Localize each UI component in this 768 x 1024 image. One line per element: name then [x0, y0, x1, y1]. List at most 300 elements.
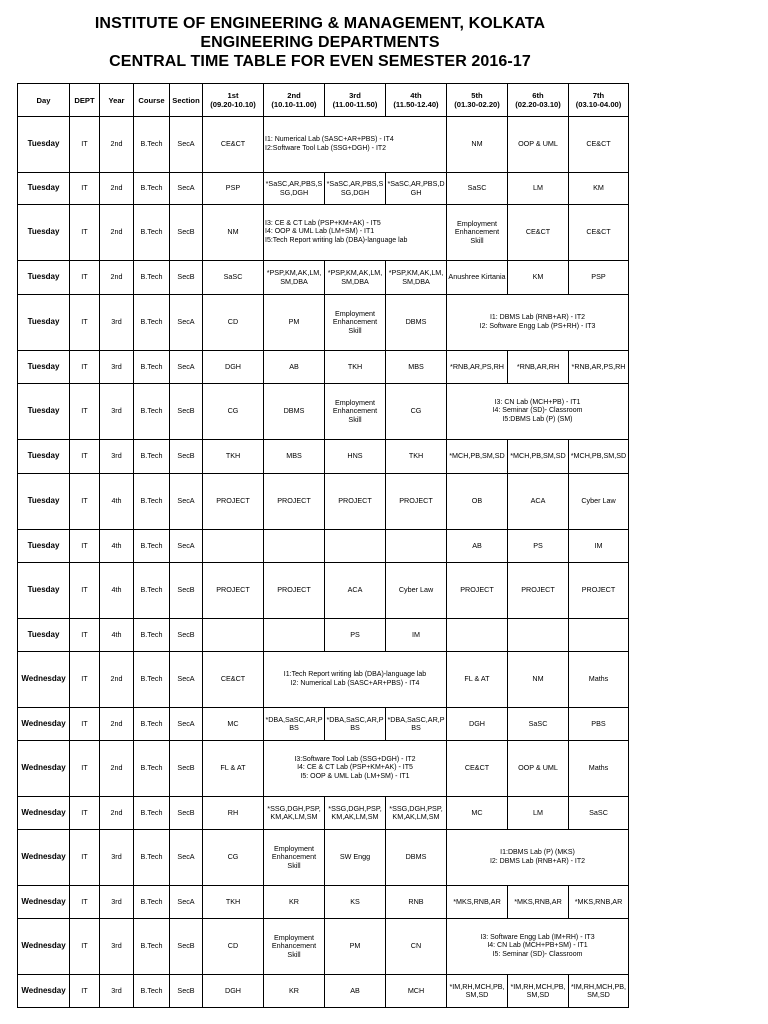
cell-text: *MKS,RNB,AR	[514, 896, 562, 906]
table-row	[18, 830, 629, 886]
period-cell	[447, 474, 508, 530]
period-name: 3rd	[349, 91, 361, 100]
period-name: 7th	[592, 91, 605, 100]
cell-text: TKH	[225, 451, 241, 461]
cell-text: PM	[349, 941, 361, 951]
department-title: ENGINEERING DEPARTMENTS	[200, 34, 440, 51]
year-cell: 3rd	[100, 295, 134, 351]
period-cell	[508, 886, 569, 919]
period-time: (09.20-10.10)	[210, 100, 256, 109]
year-cell: 4th	[100, 563, 134, 619]
cell-text: CE&CT	[586, 227, 611, 237]
cell-text: *MCH,PB,SM,SD	[449, 451, 505, 461]
section-cell: SecB	[170, 797, 203, 830]
period-cell	[386, 975, 447, 1008]
period-cell	[508, 975, 569, 1008]
period-cell	[203, 351, 264, 384]
cell-text: PSP	[591, 272, 606, 282]
cell-text: *SSG,DGH,PSP,KM,AK,LM,SM	[267, 803, 321, 821]
period-cell	[508, 741, 569, 797]
cell-text: PM	[288, 317, 300, 327]
course-cell: B.Tech	[134, 173, 170, 205]
section-cell: SecA	[170, 295, 203, 351]
header-period-6	[508, 84, 569, 117]
table-row	[18, 886, 629, 919]
course-cell: B.Tech	[134, 205, 170, 261]
cell-text: IM	[412, 629, 420, 639]
period-cell	[203, 886, 264, 919]
timetable	[17, 83, 629, 1008]
period-name: 4th	[410, 91, 422, 100]
day-cell: Tuesday	[18, 384, 70, 440]
day-cell: Tuesday	[18, 173, 70, 205]
lab-session-cell	[447, 919, 629, 975]
period-cell	[203, 117, 264, 173]
dept-cell: IT	[70, 975, 100, 1008]
day-cell: Wednesday	[18, 830, 70, 886]
cell-text: *IM,RH,MCH,PB,SM,SD	[449, 981, 505, 999]
header-day: Day	[18, 84, 70, 117]
period-cell	[447, 530, 508, 563]
table-row	[18, 205, 629, 261]
table-row	[18, 975, 629, 1008]
cell-text: *PSP,KM,AK,LM,SM,DBA	[388, 268, 444, 286]
course-cell: B.Tech	[134, 708, 170, 741]
period-cell	[569, 652, 629, 708]
period-cell	[325, 797, 386, 830]
period-cell	[569, 474, 629, 530]
period-cell	[569, 205, 629, 261]
dept-cell: IT	[70, 741, 100, 797]
section-cell: SecA	[170, 351, 203, 384]
period-cell	[386, 530, 447, 563]
period-cell	[386, 563, 447, 619]
period-cell	[325, 830, 386, 886]
cell-text: MC	[471, 807, 483, 817]
cell-text: DGH	[225, 985, 241, 995]
cell-text: KS	[350, 896, 360, 906]
cell-text: I3: Software Engg Lab (IM+RH) - IT3 I4: CN Lab (MCH+PB+SM) - IT1 I5: Seminar (SD)- Classroom	[480, 933, 595, 958]
table-row	[18, 474, 629, 530]
period-cell	[325, 886, 386, 919]
period-cell	[264, 530, 325, 563]
cell-text: *DBA,SaSC,AR,PBS	[265, 714, 323, 732]
table-row	[18, 117, 629, 173]
table-row	[18, 741, 629, 797]
cell-text: *SSG,DGH,PSP,KM,AK,LM,SM	[389, 803, 443, 821]
period-cell	[203, 563, 264, 619]
cell-text: PS	[533, 540, 543, 550]
section-cell: SecB	[170, 563, 203, 619]
header-period-2	[264, 84, 325, 117]
lab-session-cell	[447, 384, 629, 440]
cell-text: *IM,RH,MCH,PB,SM,SD	[570, 981, 627, 999]
course-cell: B.Tech	[134, 619, 170, 652]
cell-text: MBS	[408, 361, 424, 371]
cell-text: SW Engg	[339, 852, 371, 862]
cell-text: PROJECT	[399, 496, 433, 506]
period-cell	[203, 474, 264, 530]
period-cell	[203, 975, 264, 1008]
cell-text: KR	[289, 985, 299, 995]
cell-text: MBS	[286, 451, 302, 461]
year-cell: 2nd	[100, 741, 134, 797]
course-cell: B.Tech	[134, 797, 170, 830]
period-cell	[203, 173, 264, 205]
cell-text: PROJECT	[521, 585, 555, 595]
cell-text: I1:DBMS Lab (P) (MKS) I2: DBMS Lab (RNB+AR) - IT2	[489, 848, 586, 865]
period-cell	[325, 261, 386, 295]
period-cell	[264, 474, 325, 530]
header-year: Year	[100, 84, 134, 117]
period-cell	[264, 351, 325, 384]
period-cell	[447, 563, 508, 619]
cell-text: NM	[471, 139, 483, 149]
cell-text: CG	[410, 406, 422, 416]
cell-text: MC	[227, 718, 239, 728]
period-cell	[569, 440, 629, 474]
table-row	[18, 261, 629, 295]
cell-text: PROJECT	[338, 496, 372, 506]
period-cell	[447, 261, 508, 295]
section-cell: SecA	[170, 830, 203, 886]
lab-session-cell	[264, 741, 447, 797]
period-cell	[203, 830, 264, 886]
section-cell: SecA	[170, 708, 203, 741]
period-cell	[325, 530, 386, 563]
cell-text: SaSC	[589, 807, 608, 817]
document-header	[0, 14, 640, 71]
day-cell: Wednesday	[18, 708, 70, 741]
cell-text: KM	[593, 183, 604, 193]
period-cell	[508, 117, 569, 173]
cell-text: CG	[227, 852, 239, 862]
period-cell	[264, 173, 325, 205]
cell-text: *PSP,KM,AK,LM,SM,DBA	[266, 268, 322, 286]
year-cell: 2nd	[100, 652, 134, 708]
period-cell	[569, 741, 629, 797]
year-cell: 2nd	[100, 173, 134, 205]
cell-text: CE&CT	[220, 139, 246, 149]
cell-text: OB	[471, 496, 483, 506]
lab-session-cell	[447, 830, 629, 886]
table-row	[18, 919, 629, 975]
period-cell	[386, 474, 447, 530]
header-dept: DEPT	[70, 84, 100, 117]
day-cell: Tuesday	[18, 261, 70, 295]
cell-text: ACA	[530, 496, 546, 506]
cell-text: KR	[289, 896, 299, 906]
period-cell	[508, 619, 569, 652]
cell-text: DGH	[469, 718, 485, 728]
year-cell: 3rd	[100, 351, 134, 384]
period-cell	[508, 205, 569, 261]
dept-cell: IT	[70, 708, 100, 741]
dept-cell: IT	[70, 474, 100, 530]
cell-text: *DBA,SaSC,AR,PBS	[326, 714, 384, 732]
period-cell	[447, 619, 508, 652]
cell-text: DGH	[225, 361, 241, 371]
cell-text: SaSC	[223, 272, 243, 282]
period-cell	[386, 173, 447, 205]
cell-text: PROJECT	[216, 585, 250, 595]
period-cell	[447, 797, 508, 830]
dept-cell: IT	[70, 919, 100, 975]
period-cell	[325, 474, 386, 530]
lab-session-cell	[264, 652, 447, 708]
period-cell	[447, 975, 508, 1008]
year-cell: 3rd	[100, 975, 134, 1008]
header-period-3	[325, 84, 386, 117]
year-cell: 2nd	[100, 261, 134, 295]
course-cell: B.Tech	[134, 975, 170, 1008]
header-course: Course	[134, 84, 170, 117]
course-cell: B.Tech	[134, 741, 170, 797]
year-cell: 3rd	[100, 830, 134, 886]
period-cell	[447, 886, 508, 919]
day-cell: Tuesday	[18, 205, 70, 261]
cell-text: SaSC	[528, 718, 548, 728]
header-section: Section	[170, 84, 203, 117]
period-cell	[264, 295, 325, 351]
day-cell: Tuesday	[18, 563, 70, 619]
section-cell: SecA	[170, 173, 203, 205]
period-cell	[203, 619, 264, 652]
period-cell	[508, 351, 569, 384]
year-cell: 3rd	[100, 886, 134, 919]
table-row	[18, 440, 629, 474]
period-cell	[203, 295, 264, 351]
institute-title: INSTITUTE OF ENGINEERING & MANAGEMENT, KOLKATA	[94, 15, 546, 32]
day-cell: Wednesday	[18, 886, 70, 919]
period-cell	[264, 384, 325, 440]
year-cell: 3rd	[100, 384, 134, 440]
cell-text: *SaSC,AR,PBS,SSG,DGH	[326, 179, 384, 197]
cell-text: TKH	[347, 361, 363, 371]
dept-cell: IT	[70, 530, 100, 563]
period-cell	[447, 173, 508, 205]
period-cell	[325, 563, 386, 619]
period-cell	[203, 652, 264, 708]
period-cell	[508, 530, 569, 563]
cell-text: SaSC	[467, 183, 487, 193]
cell-text: I1: DBMS Lab (RNB+AR) - IT2 I2: Software Engg Lab (PS+RH) - IT3	[479, 313, 596, 330]
period-cell	[264, 261, 325, 295]
dept-cell: IT	[70, 619, 100, 652]
period-cell	[508, 440, 569, 474]
dept-cell: IT	[70, 563, 100, 619]
period-cell	[203, 440, 264, 474]
lab-session-cell	[264, 117, 447, 173]
section-cell: SecB	[170, 440, 203, 474]
cell-text: Employment Enhancement Skill	[332, 308, 378, 335]
day-cell: Wednesday	[18, 975, 70, 1008]
section-cell: SecA	[170, 474, 203, 530]
period-cell	[386, 919, 447, 975]
period-cell	[203, 708, 264, 741]
table-row	[18, 173, 629, 205]
section-cell: SecB	[170, 261, 203, 295]
dept-cell: IT	[70, 173, 100, 205]
cell-text: CE&CT	[525, 227, 551, 237]
period-cell	[508, 797, 569, 830]
period-cell	[569, 619, 629, 652]
cell-text: ACA	[347, 585, 363, 595]
header-period-7	[569, 84, 629, 117]
cell-text: Maths	[588, 763, 609, 773]
period-time: (02.20-03.10)	[515, 100, 561, 109]
course-cell: B.Tech	[134, 117, 170, 173]
period-cell	[569, 351, 629, 384]
cell-text: DBMS	[405, 852, 427, 862]
cell-text: I3: CN Lab (MCH+PB) - IT1 I4: Seminar (SD)- Classroom I5:DBMS Lab (P) (SM)	[492, 398, 583, 423]
lab-session-cell	[264, 205, 447, 261]
cell-text: OOP & UML	[518, 763, 558, 773]
cell-text: DBMS	[283, 406, 305, 416]
section-cell: SecA	[170, 652, 203, 708]
day-cell: Tuesday	[18, 351, 70, 384]
period-cell	[569, 117, 629, 173]
cell-text: TKH	[225, 896, 241, 906]
day-cell: Tuesday	[18, 117, 70, 173]
cell-text: Cyber Law	[398, 585, 434, 595]
cell-text: FL & AT	[220, 763, 246, 773]
period-cell	[325, 295, 386, 351]
period-cell	[447, 351, 508, 384]
dept-cell: IT	[70, 351, 100, 384]
cell-text: PROJECT	[277, 585, 311, 595]
dept-cell: IT	[70, 830, 100, 886]
cell-text: *IM,RH,MCH,PB,SM,SD	[510, 981, 566, 999]
period-cell	[203, 919, 264, 975]
day-cell: Wednesday	[18, 919, 70, 975]
dept-cell: IT	[70, 205, 100, 261]
period-cell	[264, 830, 325, 886]
cell-text: *MKS,RNB,AR	[574, 896, 623, 906]
year-cell: 2nd	[100, 205, 134, 261]
header-row	[18, 84, 629, 117]
day-cell: Tuesday	[18, 619, 70, 652]
section-cell: SecB	[170, 384, 203, 440]
cell-text: *RNB,AR,PS,RH	[571, 361, 626, 371]
period-cell	[264, 886, 325, 919]
period-cell	[508, 173, 569, 205]
section-cell: SecB	[170, 619, 203, 652]
cell-text: Maths	[588, 674, 609, 684]
period-cell	[264, 708, 325, 741]
course-cell: B.Tech	[134, 886, 170, 919]
cell-text: *MCH,PB,SM,SD	[510, 451, 566, 461]
period-name: 6th	[532, 91, 544, 100]
year-cell: 4th	[100, 530, 134, 563]
course-cell: B.Tech	[134, 351, 170, 384]
cell-text: Cyber Law	[581, 496, 616, 506]
period-time: (10.10-11.00)	[271, 100, 317, 109]
period-cell	[569, 708, 629, 741]
period-cell	[386, 351, 447, 384]
course-cell: B.Tech	[134, 384, 170, 440]
cell-text: LM	[533, 183, 543, 193]
cell-text: CD	[227, 941, 239, 951]
course-cell: B.Tech	[134, 440, 170, 474]
cell-text: KM	[532, 272, 544, 282]
period-cell	[447, 440, 508, 474]
dept-cell: IT	[70, 117, 100, 173]
cell-text: RNB	[408, 896, 424, 906]
course-cell: B.Tech	[134, 474, 170, 530]
course-cell: B.Tech	[134, 830, 170, 886]
period-cell	[569, 261, 629, 295]
day-cell: Tuesday	[18, 474, 70, 530]
cell-text: AB	[472, 540, 482, 550]
period-cell	[264, 975, 325, 1008]
cell-text: *RNB,AR,PS,RH	[450, 361, 504, 371]
cell-text: FL & AT	[464, 674, 490, 684]
period-cell	[386, 619, 447, 652]
period-time: (11.00-11.50)	[332, 100, 378, 109]
period-cell	[447, 708, 508, 741]
cell-text: Employment Enhancement Skill	[271, 843, 317, 870]
dept-cell: IT	[70, 652, 100, 708]
table-row	[18, 619, 629, 652]
section-cell: SecA	[170, 530, 203, 563]
year-cell: 4th	[100, 619, 134, 652]
cell-text: Employment Enhancement Skill	[454, 218, 500, 245]
period-cell	[325, 975, 386, 1008]
period-cell	[386, 886, 447, 919]
period-cell	[325, 919, 386, 975]
period-cell	[325, 619, 386, 652]
period-cell	[569, 797, 629, 830]
period-name: 5th	[471, 91, 483, 100]
cell-text: NM	[227, 227, 239, 237]
timetable-body	[18, 117, 629, 1008]
period-name: 1st	[227, 91, 239, 100]
period-cell	[386, 295, 447, 351]
period-cell	[386, 797, 447, 830]
year-cell: 2nd	[100, 797, 134, 830]
table-row	[18, 530, 629, 563]
section-cell: SecB	[170, 975, 203, 1008]
course-cell: B.Tech	[134, 530, 170, 563]
table-row	[18, 351, 629, 384]
period-cell	[569, 530, 629, 563]
cell-text: CE&CT	[220, 674, 246, 684]
period-cell	[325, 384, 386, 440]
cell-text: *SSG,DGH,PSP,KM,AK,LM,SM	[328, 803, 382, 821]
period-cell	[447, 205, 508, 261]
cell-text: PSP	[225, 183, 241, 193]
table-row	[18, 384, 629, 440]
cell-text: AB	[350, 985, 360, 995]
cell-text: PROJECT	[277, 496, 311, 506]
period-cell	[203, 530, 264, 563]
cell-text: CG	[227, 406, 239, 416]
cell-text: *RNB,AR,RH	[516, 361, 560, 371]
period-cell	[447, 117, 508, 173]
cell-text: HNS	[347, 451, 363, 461]
table-row	[18, 708, 629, 741]
cell-text: IM	[594, 540, 603, 550]
year-cell: 3rd	[100, 919, 134, 975]
period-cell	[264, 797, 325, 830]
period-cell	[569, 886, 629, 919]
cell-text: *DBA,SaSC,AR,PBS	[387, 714, 445, 732]
cell-text: PROJECT	[460, 585, 494, 595]
header-period-5	[447, 84, 508, 117]
dept-cell: IT	[70, 797, 100, 830]
period-cell	[203, 261, 264, 295]
